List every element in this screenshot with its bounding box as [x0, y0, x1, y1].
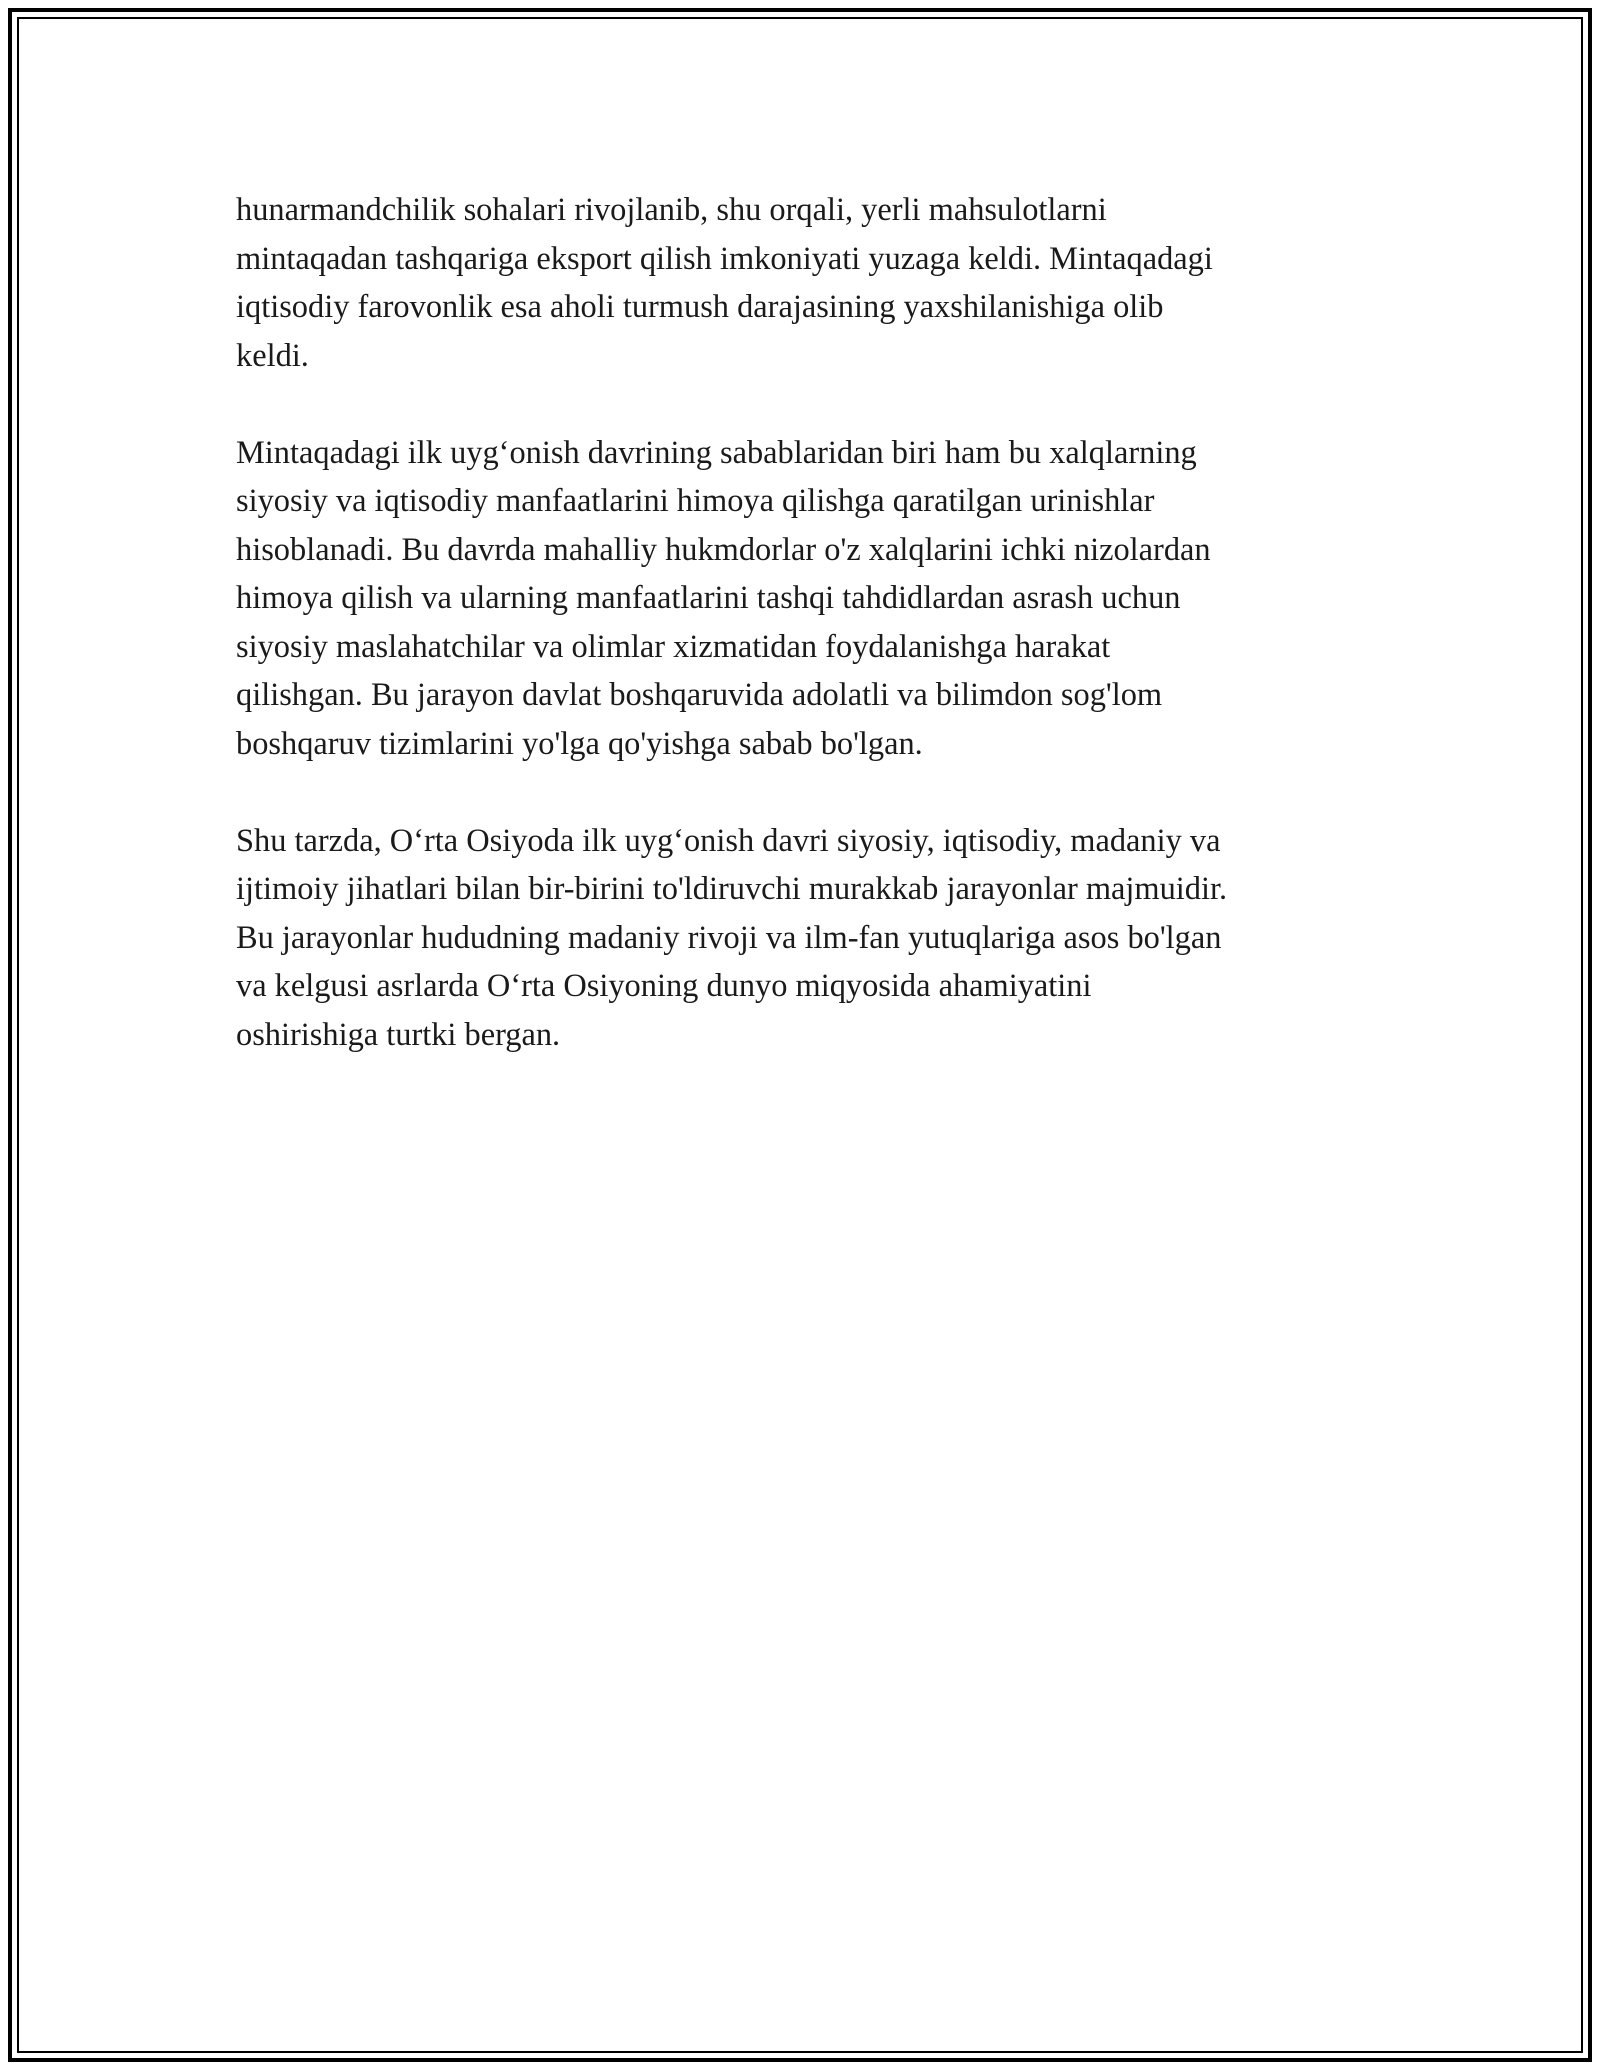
paragraph-1: hunarmandchilik sohalari rivojlanib, shu orqali, yerli mahsulotlarni mintaqadan tashqariga eksport qilish imkoniyati yuzaga keldi. Mintaqadagi iqtisodiy farovonlik esa aholi turmush darajasining yaxshilanishiga olib keldi. [236, 192, 1213, 374]
document-body [236, 186, 1396, 1108]
paragraph-2: Mintaqadagi ilk uyg‘onish davrining sabablaridan biri ham bu xalqlarning siyosiy va iqtisodiy manfaatlarini himoya qilishga qaratilgan urinishlar hisoblanadi. Bu davrda mahalliy hukmdorlar o'z xalqlarini ichki nizolardan himoya qilish va ularning manfaatlarini tashqi tahdidlardan asrash uchun siyosiy maslahatchilar va olimlar xizmatidan foydalanishga harakat qilishgan. Bu jarayon davlat boshqaruvida adolatli va bilimdon sog'lom boshqaruv tizimlarini yo'lga qo'yishga sabab bo'lgan. [236, 434, 1211, 762]
paragraph-3: Shu tarzda, O‘rta Osiyoda ilk uyg‘onish davri siyosiy, iqtisodiy, madaniy va ijtimoiy jihatlari bilan bir-birini to'ldiruvchi murakkab jarayonlar majmuidir. Bu jarayonlar hududning madaniy rivoji va ilm-fan yutuqlariga asos bo'lgan va kelgusi asrlarda O‘rta Osiyoning dunyo miqyosida ahamiyatini oshirishiga turtki bergan. [236, 822, 1228, 1053]
